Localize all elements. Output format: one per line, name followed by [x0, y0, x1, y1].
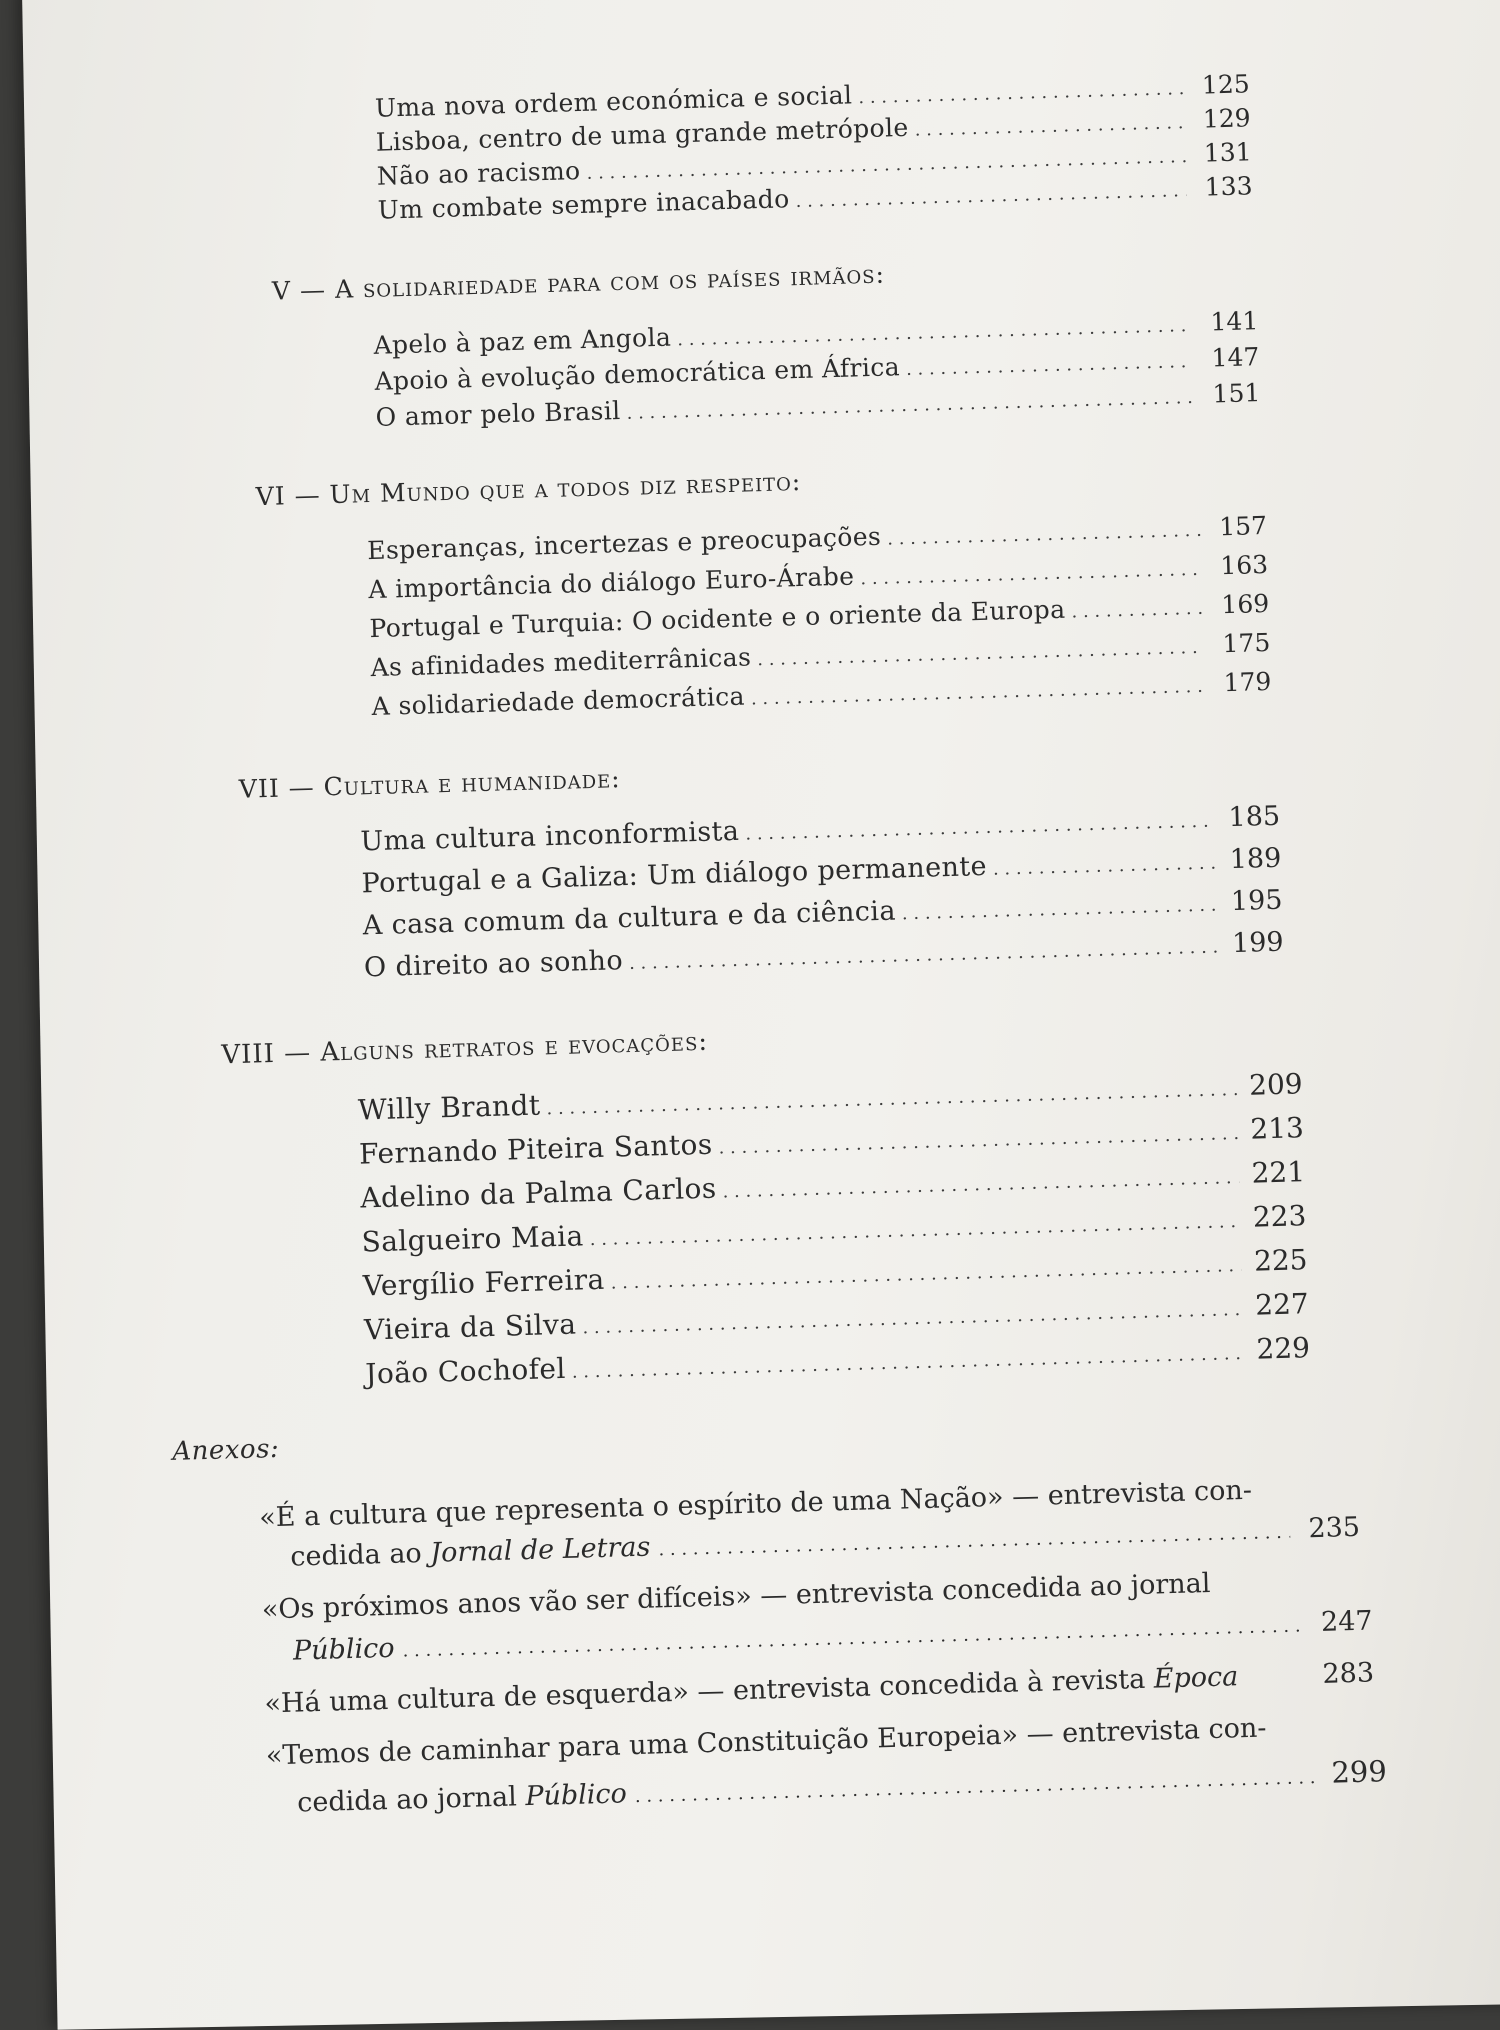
section-heading: VII — Cultura e humanidade: [238, 764, 622, 804]
dot-leader [582, 1291, 1243, 1343]
toc-entry-title: Vergílio Ferreira [362, 1262, 606, 1303]
toc-entry-page: 223 [1252, 1199, 1307, 1234]
toc-entry-title: Fernando Piteira Santos [358, 1127, 713, 1171]
dot-leader [860, 552, 1203, 595]
annex-page: 235 [1308, 1511, 1361, 1545]
toc-entry-title: A casa comum da cultura e da ciência [362, 895, 897, 942]
toc-entry-page: 131 [1203, 137, 1252, 168]
toc-entry-title: Lisboa, centro de uma grande metrópole [375, 112, 910, 157]
toc-entry-page: 185 [1228, 800, 1281, 834]
annexes-heading: Anexos: [171, 1433, 280, 1467]
toc-entry-title: Uma nova ordem económica e social [374, 80, 853, 123]
annex-publication: Público [524, 1778, 628, 1813]
dot-leader [906, 344, 1194, 385]
dot-leader [610, 1247, 1242, 1299]
dot-leader [745, 804, 1215, 850]
annex-text: «Os próximos anos vão ser difíceis» — entrevista concedida ao jornal [261, 1567, 1211, 1626]
toc-entry-page: 175 [1222, 627, 1271, 659]
toc-entry-page: 199 [1231, 926, 1285, 960]
toc-entry-title: A importância do diálogo Euro-Árabe [368, 561, 855, 605]
annex-text: «Temos de caminhar para uma Constituição Europeia» — entrevista con- [265, 1712, 1267, 1772]
toc-entry-title: Uma cultura inconformista [360, 815, 740, 858]
annex-page: 283 [1322, 1657, 1375, 1690]
annex-publication: Época [1153, 1661, 1239, 1695]
toc-entry-page: 189 [1229, 842, 1282, 876]
annex-publication: Público [292, 1632, 395, 1667]
toc-entry-page: 213 [1249, 1111, 1305, 1146]
toc-entry-page: 151 [1212, 378, 1261, 409]
toc-entry-title: Willy Brandt [357, 1088, 541, 1127]
toc-entry-page: 179 [1223, 666, 1272, 698]
toc-entry-title: Apelo à paz em Angola [373, 322, 672, 360]
toc-entry-page: 163 [1219, 549, 1269, 581]
dot-leader [589, 1203, 1241, 1255]
section-heading: VIII — Alguns retratos e evocações: [220, 1026, 709, 1071]
toc-entry-title: Salgueiro Maia [361, 1219, 585, 1259]
toc-entry-page: 195 [1230, 884, 1283, 918]
dot-leader [1071, 591, 1204, 628]
toc-entry-title: O amor pelo Brasil [375, 395, 621, 432]
dot-leader [901, 888, 1217, 930]
annex-publication: Jornal de Letras [429, 1531, 651, 1569]
toc-entry-title: Não ao racismo [376, 156, 581, 191]
dot-leader [718, 1115, 1238, 1163]
toc-entry-title: As afinidades mediterrânicas [370, 642, 752, 683]
toc-entry-page: 133 [1204, 171, 1253, 202]
annex-text-prefix: cedida ao jornal [296, 1781, 526, 1819]
toc-entry-page: 147 [1211, 342, 1260, 373]
toc-entry-page: 221 [1251, 1155, 1306, 1190]
annex-page: 247 [1320, 1605, 1374, 1638]
toc-entry-page: 129 [1202, 103, 1251, 134]
dot-leader [750, 669, 1205, 715]
toc-entry-page: 209 [1248, 1067, 1304, 1102]
dot-leader [722, 1159, 1240, 1207]
dot-leader [887, 513, 1202, 555]
annex-text-prefix: cedida ao [289, 1537, 431, 1573]
toc-entry-title: Portugal e a Galiza: Um diálogo permanente [361, 850, 988, 900]
toc-entry-title: João Cochofel [364, 1351, 567, 1391]
section-heading: VI — Um Mundo que a todos diz respeito: [255, 466, 802, 512]
toc-entry-title: A solidariedade democrática [371, 681, 746, 722]
annex-line [264, 1657, 1374, 1720]
dot-leader [629, 930, 1219, 979]
toc-entry-page: 225 [1253, 1243, 1308, 1278]
dot-leader [658, 1514, 1291, 1567]
annex-text: «É a cultura que representa o espírito de uma Nação» — entrevista con- [258, 1474, 1253, 1534]
toc-entry-title: Apoio à evolução democrática em África [374, 352, 901, 396]
toc-entry-page: 125 [1201, 69, 1251, 100]
toc-entry-page: 157 [1218, 510, 1268, 542]
dot-leader [634, 1759, 1317, 1813]
section-heading: V — A solidariedade para com os países irmãos: [271, 259, 886, 306]
dot-leader [571, 1335, 1244, 1388]
toc-entry-title: Adelino da Palma Carlos [359, 1171, 717, 1215]
toc-entry-page: 141 [1210, 306, 1259, 337]
toc-entry-title: Vieira da Silva [363, 1307, 577, 1347]
annex-page: 299 [1330, 1754, 1388, 1790]
toc-entry-title: Esperanças, incertezas e preocupações [366, 521, 882, 566]
dot-leader [992, 846, 1215, 885]
toc-entry-title: Um combate sempre inacabado [377, 184, 790, 225]
toc-entry-page: 169 [1221, 588, 1270, 620]
toc-entry-title: O direito ao sonho [363, 945, 624, 984]
toc-entry-page: 229 [1256, 1331, 1311, 1366]
toc-entry-page: 227 [1254, 1287, 1310, 1322]
toc-entry-title: Portugal e Turquia: O ocidente e o oriente da Europa [369, 594, 1066, 644]
annex-text-prefix: «Há uma cultura de esquerda» — entrevista concedida à revista [264, 1663, 1155, 1720]
dot-leader [757, 630, 1205, 675]
dot-leader [546, 1071, 1237, 1124]
